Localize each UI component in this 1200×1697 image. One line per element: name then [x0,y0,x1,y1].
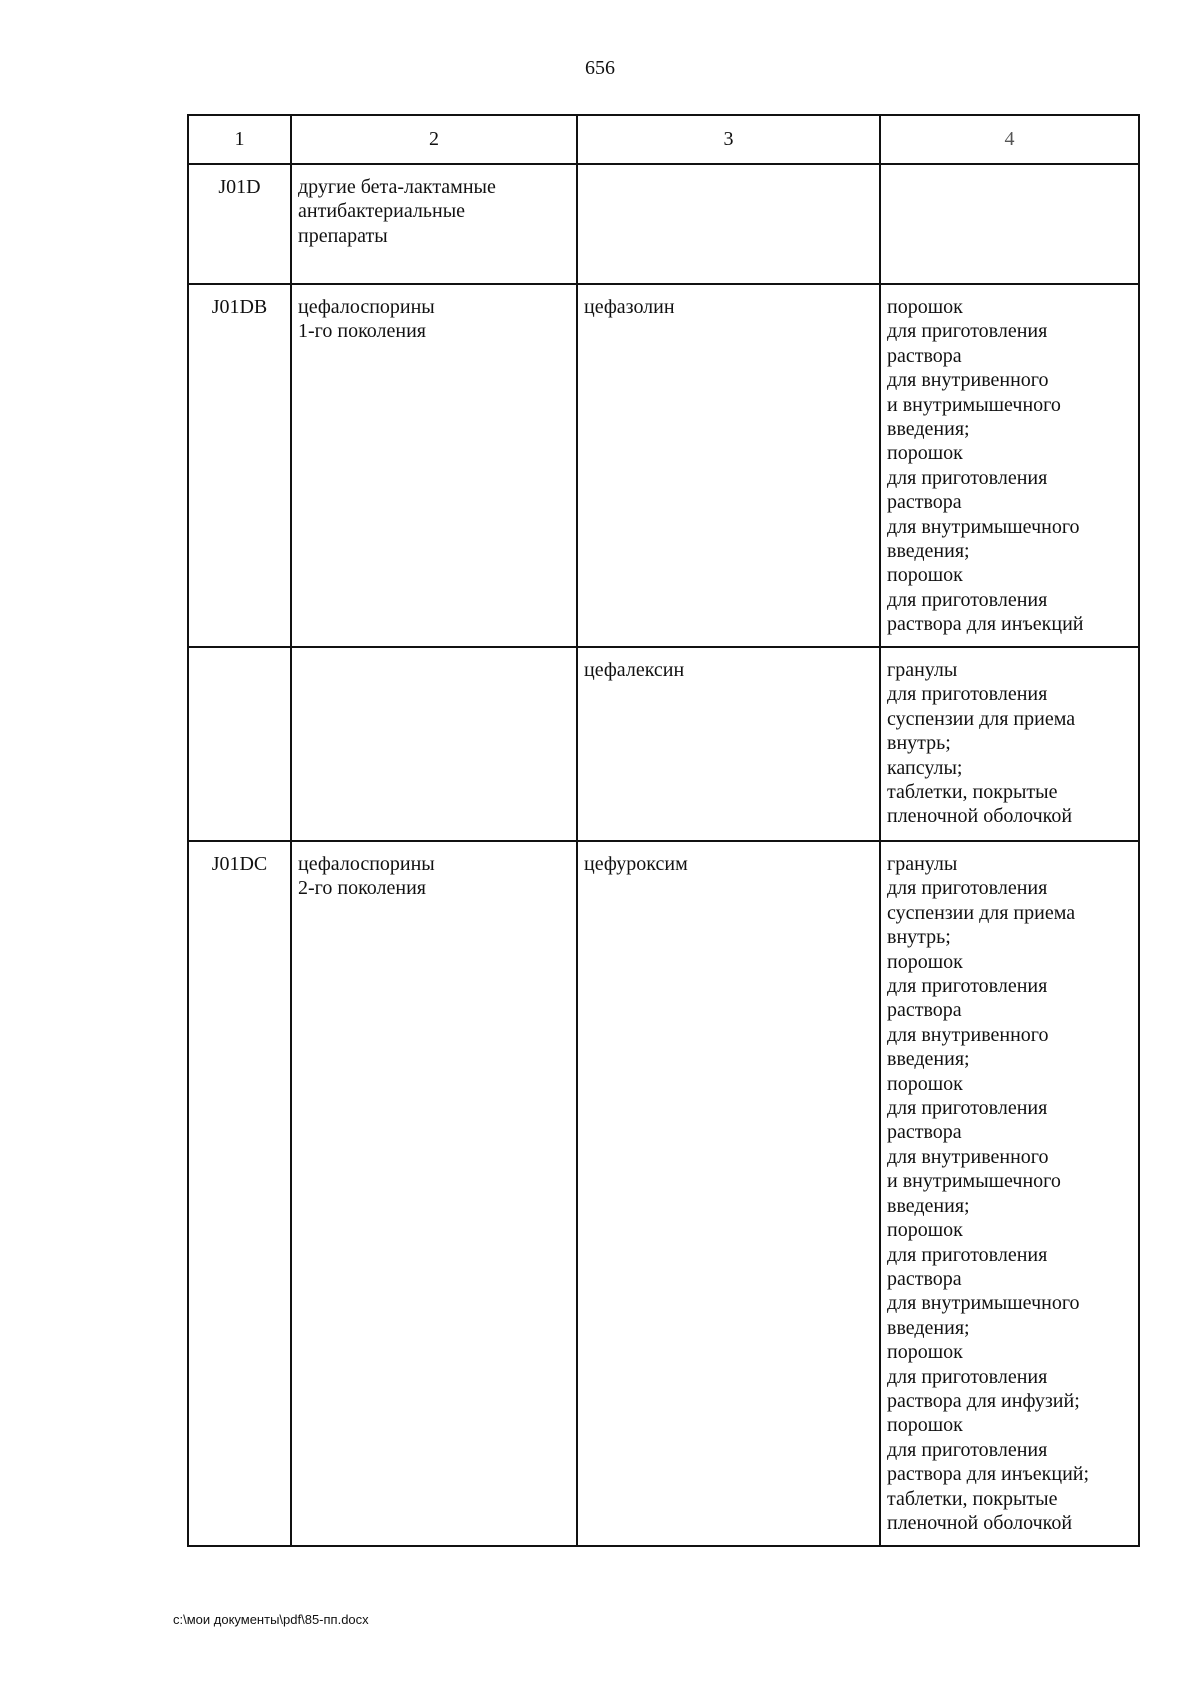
text-line: препараты [298,224,388,247]
text-line: для приготовления [887,877,1048,900]
header-cell-group [291,115,577,164]
text-line: для внутривенного [887,369,1049,392]
text-line: суспензии для приема [887,901,1076,924]
atc-code: J01D [218,176,261,198]
group-cell [291,284,577,647]
footer-file-path: c:\мои документы\pdf\85-пп.docx [173,1612,369,1627]
text-line: раствора [887,999,962,1022]
drug-table [187,114,1140,1547]
drug-name: цефуроксим [584,853,688,875]
atc-code-cell [188,647,291,841]
group-text [292,165,576,248]
text-line: раствора [887,1121,962,1144]
group-cell [291,647,577,841]
text-line: для приготовления [887,1097,1048,1120]
table-row [188,841,1139,1546]
header-label-2: 2 [429,128,439,151]
text-line: для приготовления [887,1243,1048,1266]
text-line: для внутримышечного [887,515,1080,538]
text-line: для приготовления [887,1438,1048,1461]
drug-name: цефалексин [584,659,685,681]
text-line: другие бета-лактамные [298,176,496,198]
page-number: 656 [585,57,615,79]
text-line: введения; [887,1316,970,1339]
table-header-row [188,115,1139,164]
header-cell-form [880,115,1139,164]
text-line: пленочной оболочкой [887,805,1073,828]
drug-name-cell [577,284,880,647]
text-line: порошок [887,1341,963,1364]
header-cell-code [188,115,291,164]
text-line: суспензии для приема [887,707,1076,730]
header-label-4: 4 [1004,128,1015,151]
text-line: таблетки, покрытые [887,781,1058,804]
text-line: гранулы [887,853,958,875]
text-line: введения; [887,1194,970,1217]
dosage-forms-text [881,648,1138,829]
drug-name-cell [577,164,880,284]
header-label-3: 3 [723,128,734,151]
drug-name [578,165,879,175]
text-line: для внутривенного [887,1023,1049,1046]
dosage-forms-cell [880,284,1139,647]
text-line: порошок [887,950,963,973]
text-line: раствора [887,344,962,367]
group-text [292,285,576,344]
text-line: порошок [887,1219,963,1242]
text-line: раствора для инъекций [887,613,1084,636]
text-line: порошок [887,442,963,465]
header-label-1: 1 [234,128,245,151]
group-cell [291,841,577,1546]
text-line: введения; [887,1048,970,1071]
text-line: гранулы [887,659,958,681]
text-line: для приготовления [887,1365,1048,1388]
text-line: порошок [887,564,963,587]
dosage-forms-text [881,165,1138,175]
atc-code-cell [188,841,291,1546]
text-line: для внутривенного [887,1145,1049,1168]
text-line: раствора для инъекций; [887,1463,1090,1486]
text-line: капсулы; [887,756,963,779]
text-line: таблетки, покрытые [887,1487,1058,1510]
text-line: и внутримышечного [887,393,1061,416]
text-line: пленочной оболочкой [887,1511,1073,1534]
text-line: для приготовления [887,975,1048,998]
drug-name-cell [577,647,880,841]
text-line: раствора [887,491,962,514]
text-line: внутрь; [887,732,951,755]
atc-code [189,648,290,658]
text-line: и внутримышечного [887,1170,1061,1193]
text-line: для приготовления [887,588,1048,611]
atc-code-cell [188,164,291,284]
dosage-forms-cell [880,841,1139,1546]
drug-name: цефазолин [584,296,675,318]
atc-code: J01DC [211,853,268,875]
text-line: цефалоспорины [298,853,435,875]
group-cell [291,164,577,284]
text-line: раствора [887,1267,962,1290]
text-line: порошок [887,1072,963,1095]
table-row [188,164,1139,284]
text-line: введения; [887,418,970,441]
header-cell-name [577,115,880,164]
text-line: цефалоспорины [298,296,435,318]
text-line: для внутримышечного [887,1292,1080,1315]
dosage-forms-text [881,842,1138,1535]
dosage-forms-cell [880,647,1139,841]
text-line: введения; [887,540,970,563]
dosage-forms-text [881,285,1138,637]
text-line: 1-го поколения [298,320,426,343]
dosage-forms-cell [880,164,1139,284]
text-line: для приготовления [887,320,1048,343]
text-line: порошок [887,296,963,318]
text-line: раствора для инфузий; [887,1389,1080,1412]
atc-code: J01DB [211,296,268,318]
text-line: антибактериальные [298,200,466,223]
group-text [292,648,576,658]
group-text [292,842,576,901]
table-row [188,284,1139,647]
drug-name-cell [577,841,880,1546]
text-line: внутрь; [887,926,951,949]
text-line: для приготовления [887,683,1048,706]
text-line: 2-го поколения [298,877,426,900]
text-line: порошок [887,1414,963,1437]
table-row [188,647,1139,841]
atc-code-cell [188,284,291,647]
text-line: для приготовления [887,466,1048,489]
